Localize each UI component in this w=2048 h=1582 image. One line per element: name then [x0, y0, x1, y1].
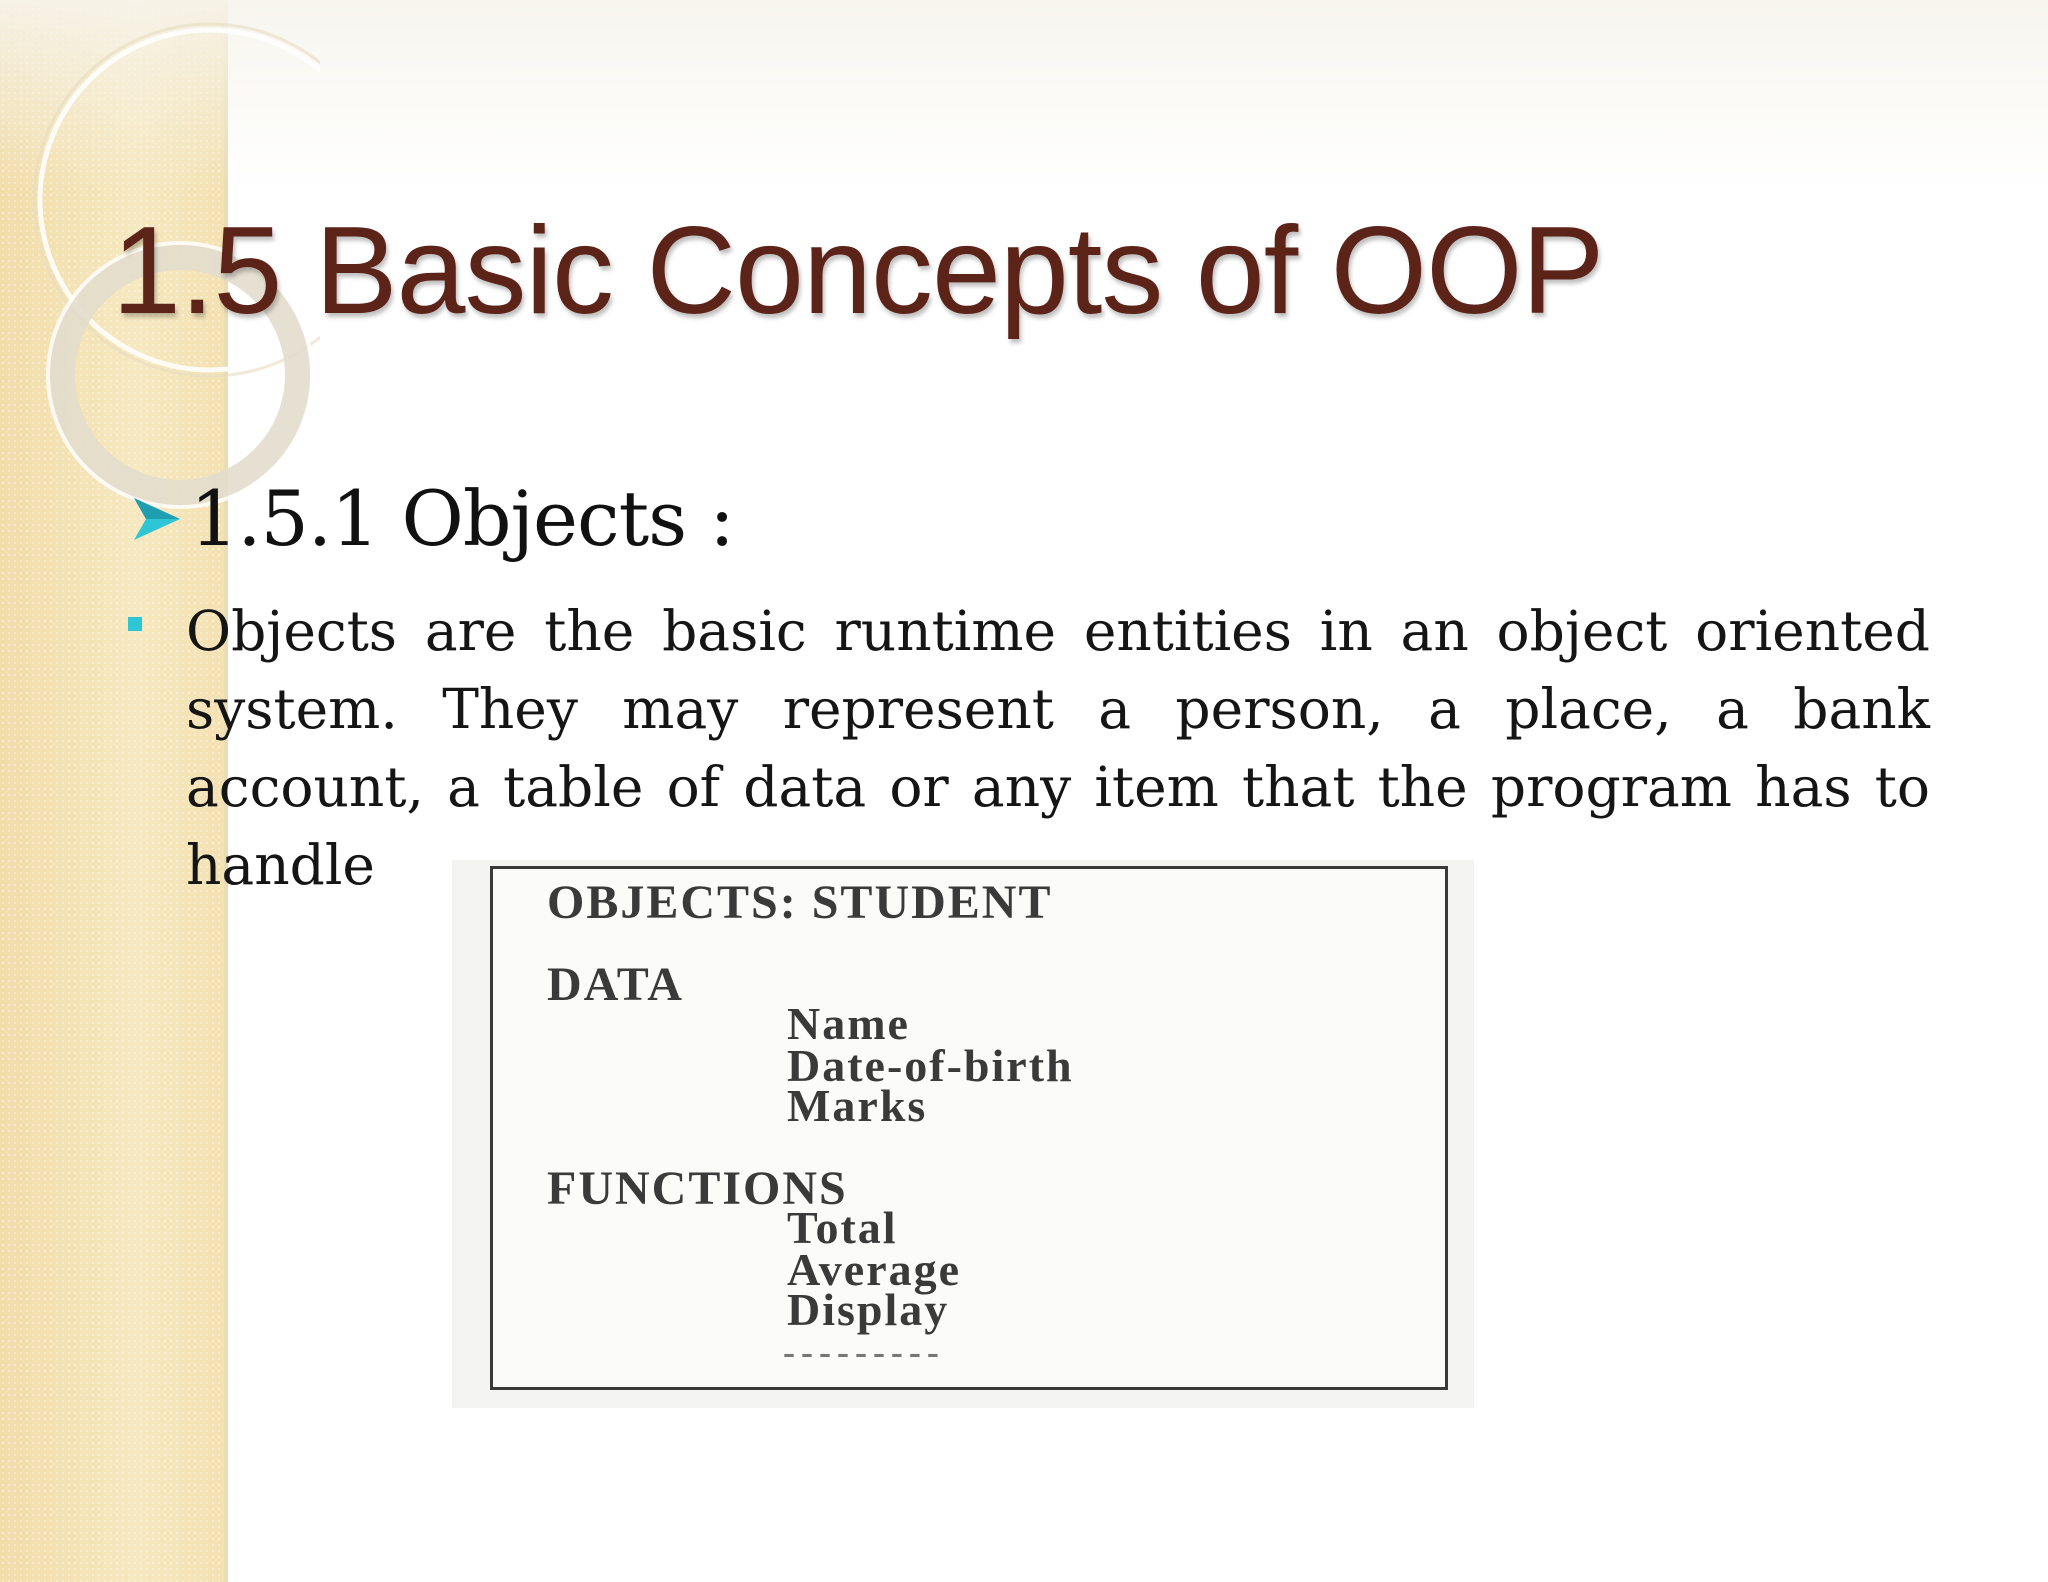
object-heading: OBJECTS: STUDENT [547, 876, 1053, 929]
data-label: DATA [547, 958, 684, 1011]
slide-title: 1.5 Basic Concepts of OOP [112, 202, 1604, 340]
function-item-total: Total [787, 1202, 898, 1253]
student-object-diagram [490, 866, 1448, 1390]
function-item-display: Display [787, 1284, 950, 1335]
square-bullet-icon [128, 617, 142, 631]
arrow-bullet-icon [128, 490, 186, 548]
function-item-average: Average [787, 1244, 962, 1295]
data-item-date-of-birth: Date-of-birth [787, 1040, 1074, 1091]
subheading-text: 1.5.1 Objects : [190, 474, 734, 563]
data-item-name: Name [787, 998, 910, 1049]
data-item-marks: Marks [787, 1080, 928, 1131]
functions-label: FUNCTIONS [547, 1162, 848, 1215]
more-items-ellipsis: --------- [783, 1332, 945, 1372]
subheading [128, 474, 734, 563]
objects-description: Objects are the basic runtime entities in an object oriented system. They may represent a person, a place, a bank account, a table of data or any item that the program has to handle [186, 599, 1930, 897]
